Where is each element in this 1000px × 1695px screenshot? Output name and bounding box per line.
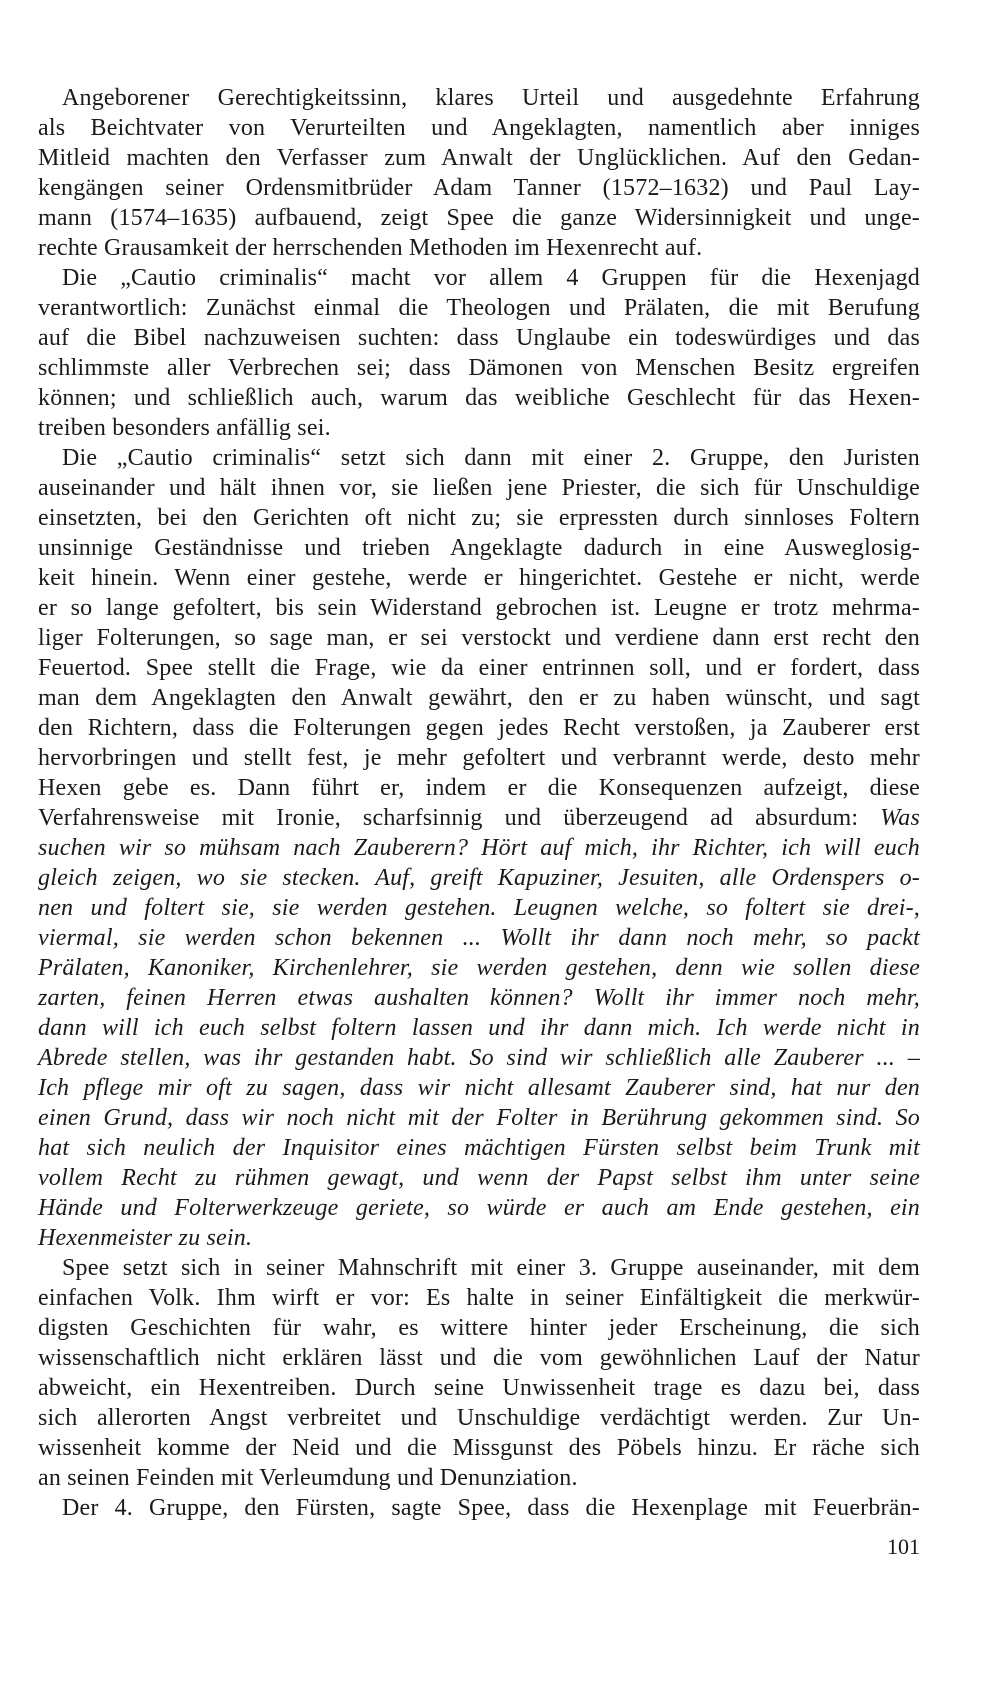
line-text: keit hinein. Wenn einer gestehe, werde er hingerichtet. Gestehe er nicht, werde	[38, 565, 920, 591]
line-text: abweicht, ein Hexentreiben. Durch seine Unwissenheit trage es dazu bei, dass	[38, 1375, 920, 1401]
line-text: an seinen Feinden mit Verleumdung und Denunziation.	[38, 1465, 578, 1491]
text-line	[38, 173, 920, 203]
line-text: Hexenmeister zu sein.	[38, 1225, 253, 1251]
text-line	[38, 1493, 920, 1523]
text-line	[38, 803, 920, 833]
line-text: Mitleid machten den Verfasser zum Anwalt der Unglücklichen. Auf den Gedan-	[38, 145, 920, 171]
line-text: auf die Bibel nachzuweisen suchten: dass Unglaube ein todeswürdiges und das	[38, 325, 920, 351]
text-line	[38, 1463, 920, 1493]
line-text: Die „Cautio criminalis“ setzt sich dann mit einer 2. Gruppe, den Juristen	[62, 445, 920, 471]
text-line	[38, 653, 920, 683]
text-line	[38, 473, 920, 503]
text-line	[38, 1313, 920, 1343]
text-line	[38, 923, 920, 953]
line-text: Prälaten, Kanoniker, Kirchenlehrer, sie werden gestehen, denn wie sollen diese	[38, 955, 920, 981]
text-line	[38, 443, 920, 473]
text-line	[38, 1193, 920, 1223]
text-line	[38, 1073, 920, 1103]
line-text: zarten, feinen Herren etwas aushalten können? Wollt ihr immer noch mehr,	[38, 985, 920, 1011]
text-line	[38, 1043, 920, 1073]
line-text: Die „Cautio criminalis“ macht vor allem 4 Gruppen für die Hexenjagd	[62, 265, 920, 291]
text-line	[38, 953, 920, 983]
line-text: viermal, sie werden schon bekennen ... Wollt ihr dann noch mehr, so packt	[38, 925, 920, 951]
line-text: Angeborener Gerechtigkeitssinn, klares Urteil und ausgedehnte Erfahrung	[62, 85, 920, 111]
line-text: können; und schließlich auch, warum das weibliche Geschlecht für das Hexen-	[38, 385, 920, 411]
line-text: Feuertod. Spee stellt die Frage, wie da einer entrinnen soll, und er fordert, dass	[38, 655, 920, 681]
line-italic-tail: Was	[858, 805, 921, 831]
text-line	[38, 323, 920, 353]
text-line	[38, 113, 920, 143]
line-text: den Richtern, dass die Folterungen gegen jedes Recht verstoßen, ja Zauberer erst	[38, 715, 920, 741]
line-text: als Beichtvater von Verurteilten und Angeklagten, namentlich aber inniges	[38, 115, 920, 141]
text-line	[38, 893, 920, 923]
line-text: nen und foltert sie, sie werden gestehen. Leugnen welche, so foltert sie drei-,	[38, 895, 920, 921]
text-line	[38, 683, 920, 713]
line-text: sich allerorten Angst verbreitet und Unschuldige verdächtigt werden. Zur Un-	[38, 1405, 920, 1431]
text-line	[38, 1433, 920, 1463]
line-text: einfachen Volk. Ihm wirft er vor: Es halte in seiner Einfältigkeit die merkwür-	[38, 1285, 920, 1311]
text-line	[38, 383, 920, 413]
line-text: er so lange gefoltert, bis sein Widerstand gebrochen ist. Leugne er trotz mehrma-	[38, 595, 920, 621]
line-text: treiben besonders anfällig sei.	[38, 415, 331, 441]
text-line	[38, 713, 920, 743]
line-text: man dem Angeklagten den Anwalt gewährt, den er zu haben wünscht, und sagt	[38, 685, 920, 711]
text-line	[38, 833, 920, 863]
text-line	[38, 263, 920, 293]
line-text: hat sich neulich der Inquisitor eines mächtigen Fürsten selbst beim Trunk mit	[38, 1135, 920, 1161]
line-text: einen Grund, dass wir noch nicht mit der Folter in Berührung gekommen sind. So	[38, 1105, 920, 1131]
line-text: liger Folterungen, so sage man, er sei verstockt und verdiene dann erst recht den	[38, 625, 920, 651]
text-line	[38, 203, 920, 233]
line-text: einsetzten, bei den Gerichten oft nicht zu; sie erpressten durch sinnloses Foltern	[38, 505, 920, 531]
line-text: Spee setzt sich in seiner Mahnschrift mit einer 3. Gruppe auseinander, mit dem	[62, 1255, 920, 1281]
text-line	[38, 1283, 920, 1313]
line-text: wissenheit komme der Neid und die Missgunst des Pöbels hinzu. Er räche sich	[38, 1435, 920, 1461]
text-line	[38, 863, 920, 893]
line-text: mann (1574–1635) aufbauend, zeigt Spee die ganze Widersinnigkeit und unge-	[38, 205, 920, 231]
line-text: verantwortlich: Zunächst einmal die Theologen und Prälaten, die mit Berufung	[38, 295, 920, 321]
line-text: dann will ich euch selbst foltern lassen und ihr dann mich. Ich werde nicht in	[38, 1015, 920, 1041]
line-text: Hexen gebe es. Dann führt er, indem er die Konsequenzen aufzeigt, diese	[38, 775, 920, 801]
text-line	[38, 1103, 920, 1133]
text-line	[38, 1133, 920, 1163]
text-line	[38, 743, 920, 773]
text-line	[38, 593, 920, 623]
line-text: rechte Grausamkeit der herrschenden Methoden im Hexenrecht auf.	[38, 235, 703, 261]
line-text: gleich zeigen, wo sie stecken. Auf, greift Kapuziner, Jesuiten, alle Ordenspers o-	[38, 865, 920, 891]
line-text: wissenschaftlich nicht erklären lässt und die vom gewöhnlichen Lauf der Natur	[38, 1345, 920, 1371]
text-line	[38, 533, 920, 563]
line-text: unsinnige Geständnisse und trieben Angeklagte dadurch in eine Ausweglosig-	[38, 535, 920, 561]
line-text: Verfahrensweise mit Ironie, scharfsinnig und überzeugend ad absurdum:	[38, 805, 859, 831]
text-line	[38, 1253, 920, 1283]
text-line	[38, 413, 920, 443]
line-text: suchen wir so mühsam nach Zauberern? Hört auf mich, ihr Richter, ich will euch	[38, 835, 920, 861]
text-line	[38, 1373, 920, 1403]
text-line	[38, 503, 920, 533]
line-text: kengängen seiner Ordensmitbrüder Adam Tanner (1572–1632) und Paul Lay-	[38, 175, 920, 201]
line-text: hervorbringen und stellt fest, je mehr gefoltert und verbrannt werde, desto mehr	[38, 745, 920, 771]
line-text: schlimmste aller Verbrechen sei; dass Dämonen von Menschen Besitz ergreifen	[38, 355, 920, 381]
text-line	[38, 563, 920, 593]
line-text: digsten Geschichten für wahr, es wittere hinter jeder Erscheinung, die sich	[38, 1315, 920, 1341]
text-line	[38, 353, 920, 383]
text-line	[38, 233, 920, 263]
line-text: Der 4. Gruppe, den Fürsten, sagte Spee, dass die Hexenplage mit Feuerbrän-	[62, 1495, 920, 1521]
page-number: 101	[887, 1534, 920, 1559]
line-text: Ich pflege mir oft zu sagen, dass wir nicht allesamt Zauberer sind, hat nur den	[38, 1075, 920, 1101]
text-line	[38, 1223, 920, 1253]
text-line	[38, 143, 920, 173]
text-line	[38, 623, 920, 653]
text-line	[38, 293, 920, 323]
text-line	[38, 773, 920, 803]
text-line	[38, 1403, 920, 1433]
text-line	[38, 1163, 920, 1193]
text-line	[38, 1013, 920, 1043]
text-line	[38, 83, 920, 113]
text-line	[38, 1343, 920, 1373]
line-text: Hände und Folterwerkzeuge geriete, so würde er auch am Ende gestehen, ein	[38, 1195, 920, 1221]
line-text: auseinander und hält ihnen vor, sie ließen jene Priester, die sich für Unschuldige	[38, 475, 920, 501]
body-text	[38, 83, 920, 1523]
line-text: Abrede stellen, was ihr gestanden habt. So sind wir schließlich alle Zauberer ... –	[38, 1045, 920, 1071]
text-line	[38, 983, 920, 1013]
line-text: vollem Recht zu rühmen gewagt, und wenn der Papst selbst ihm unter seine	[38, 1165, 920, 1191]
